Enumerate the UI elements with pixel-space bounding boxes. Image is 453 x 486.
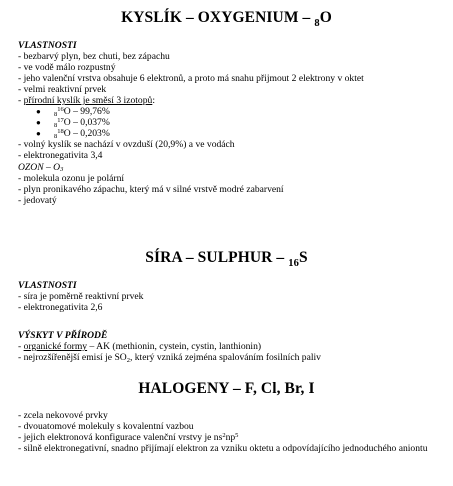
sulphur-atomic-number: 16 [288,257,299,269]
sulphur-symbol: S [298,249,308,266]
oxygen-atomic-number: 8 [314,17,320,29]
oxygen-section [18,40,447,206]
isotope-a: 18 [57,127,64,135]
isotope-intro-prefix: - [18,95,24,107]
sulphur-title-text: SÍRA – SULPHUR – [145,249,289,266]
isotope-item [18,128,447,139]
organic-forms-text: – AK (methionin, cystein, cystin, lanthionin) [87,341,262,353]
isotope-item [18,106,447,117]
isotope-text: O – 0,037% [63,117,110,129]
oxygen-symbol: O [319,9,332,26]
oxygen-title [0,9,453,27]
isotope-text: O – 99,76% [63,106,110,118]
ozone-subscript: 3 [60,166,64,174]
oxygen-line: - ve vodě málo rozpustný [18,62,116,74]
sulphur-line: - elektronegativita 2,6 [18,302,103,314]
so2-subscript: 2 [126,356,130,364]
halogens-section [18,410,447,454]
ozone-line: - jedovatý [18,194,57,206]
isotope-z: 8 [54,132,58,140]
config-text-mid: np [225,432,236,444]
sulphur-section [18,280,447,313]
config-sup: 5 [235,431,239,439]
halogens-line: - zcela nekovové prvky [18,410,108,421]
isotope-z: 8 [54,121,58,129]
bullet-icon: ● [36,107,41,117]
isotope-a: 17 [57,116,64,124]
sulphur-occurrence-heading: VÝSKYT V PŘÍRODĚ [18,330,108,341]
electron-config-line [18,432,447,443]
organic-prefix: - [18,341,24,353]
so2-line [18,352,447,363]
oxygen-line: - bezbarvý plyn, bez chuti, bez zápachu [18,51,170,63]
bullet-icon: ● [36,129,41,139]
halogens-line: - dvouatomové molekuly s kovalentní vazbou [18,421,194,433]
ozone-heading-text: OZON – O [18,161,61,173]
sulphur-line: - síra je poměrně reaktivní prvek [18,291,144,303]
oxygen-properties-heading: VLASTNOSTI [18,40,77,51]
organic-forms-line [18,341,447,352]
sulphur-title [0,249,453,267]
oxygen-line: - velmi reaktivní prvek [18,84,107,96]
isotope-item [18,117,447,128]
oxygen-line: - elektronegativita 3,4 [18,150,103,162]
sulphur-occurrence [18,330,447,363]
isotope-z: 8 [54,110,58,118]
isotope-text: O – 0,203% [63,128,110,140]
halogens-line: - silně elektronegativní, snadno přijímají elektron za vzniku oktetu a odpovídajícího jednoduchého aniontu [18,443,428,455]
config-text-pre: - jejich elektronová konfigurace valenční vrstvy je ns [18,432,223,444]
oxygen-line: - jeho valenční vrstva obsahuje 6 elektronů, a proto má snahu přijmout 2 elektrony v oktet [18,73,364,85]
ozone-heading [18,162,447,173]
oxygen-line: - volný kyslík se nachází v ovzduší (20,9%) a ve vodách [18,139,235,151]
halogens-title: HALOGENY – F, Cl, Br, I [138,380,315,397]
organic-forms-label: organické formy [23,341,88,353]
isotope-intro [18,95,447,106]
oxygen-title-text: KYSLÍK – OXYGENIUM – [121,9,315,26]
isotope-intro-text: přírodní kyslík je směsí 3 izotopů [23,95,153,107]
isotope-intro-suffix: : [152,95,155,107]
bullet-icon: ● [36,118,41,128]
config-sup: 2 [222,431,226,439]
ozone-line: - plyn pronikavého zápachu, který má v silné vrstvě modré zabarvení [18,183,284,195]
so2-text-pre: - nejrozšířenější emisí je SO [18,352,127,364]
ozone-line: - molekula ozonu je polární [18,172,125,184]
sulphur-properties-heading: VLASTNOSTI [18,280,77,291]
so2-text-post: , který vzniká zejména spalováním fosilních paliv [129,352,321,364]
isotope-a: 16 [57,105,64,113]
